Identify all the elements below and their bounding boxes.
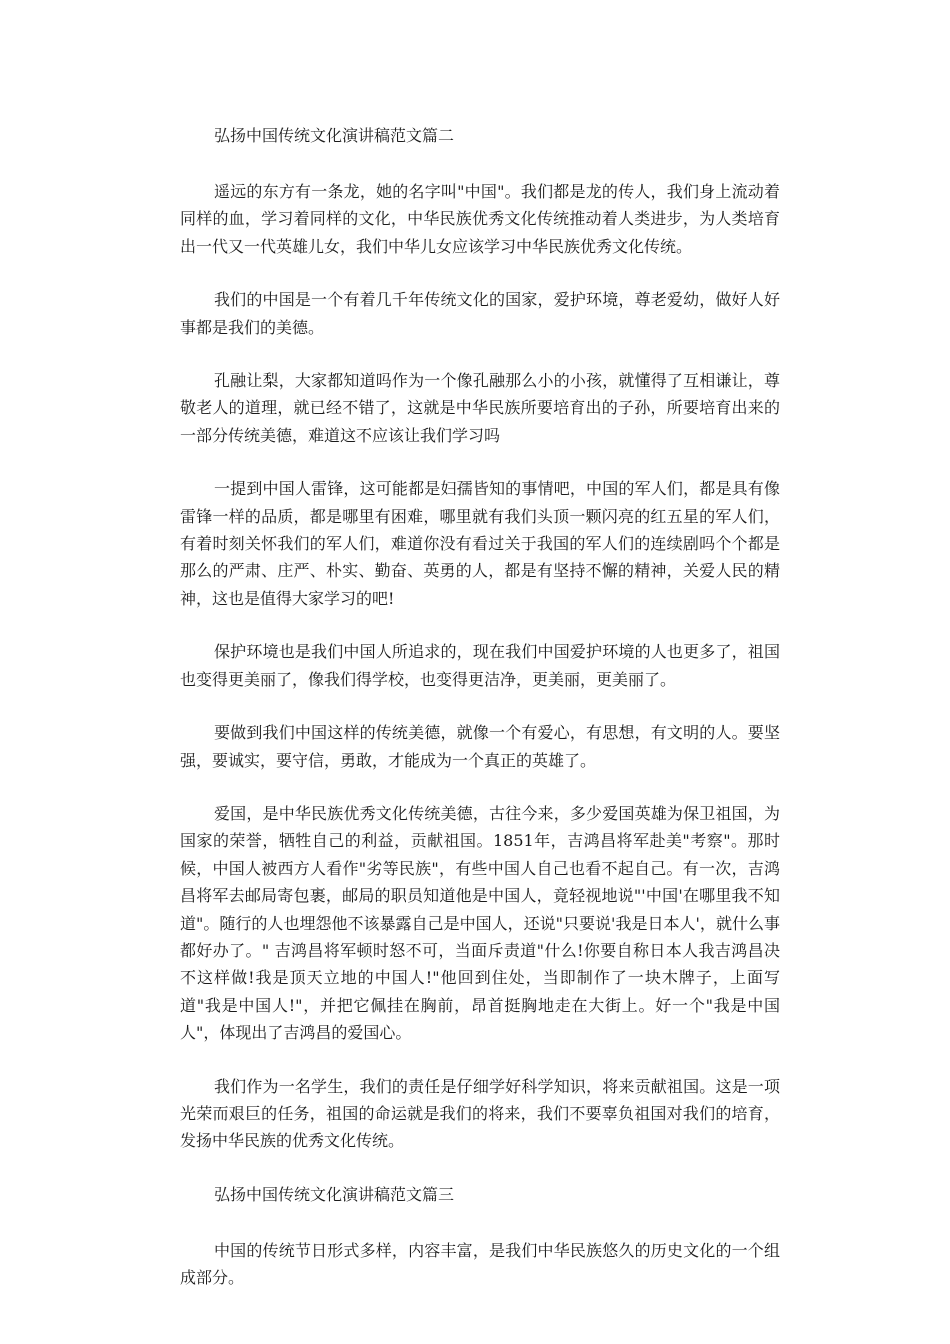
paragraph-kong-rong: 孔融让梨，大家都知道吗作为一个像孔融那么小的小孩，就懂得了互相谦让，尊敬老人的道理，就已经不错了，这就是中华民族所要培育出的子孙，所要培育出来的一部分传统美德，难道这不应该让我们学习吗: [180, 371, 780, 445]
paragraph-dragon: 遥远的东方有一条龙，她的名字叫"中国"。我们都是龙的传人，我们身上流动着同样的血，学习着同样的文化，中华民族优秀文化传统推动着人类进步，为人类培育出一代又一代英雄儿女，我们中华儿女应该学习中华民族优秀文化传统。: [180, 182, 780, 256]
section-heading-3: 弘扬中国传统文化演讲稿范文篇三: [214, 1184, 455, 1204]
paragraph-patriotism: 爱国，是中华民族优秀文化传统美德，古往今来，多少爱国英雄为保卫祖国，为国家的荣誉，牺牲自己的利益，贡献祖国。1851年，吉鸿昌将军赴美"考察"。那时候，中国人被西方人看作"劣等民族"，有些中国人自己也看不起自己。有一次，吉鸿昌将军去邮局寄包裹，邮局的职员知道他是中国人，竟轻视地说"'中国'在哪里我不知道"。随行的人也埋怨他不该暴露自己是中国人，还说"只要说'我是日本人'，就什么事都好办了。" 吉鸿昌将军顿时怒不可，当面斥责道"什么!你要自称日本人我吉鸿昌决不这样做!我是顶天立地的中国人!"他回到住处，当即制作了一块木牌子，上面写道"我是中国人!"，并把它佩挂在胸前，昂首挺胸地走在大街上。好一个"我是中国人"，体现出了吉鸿昌的爱国心。: [180, 803, 780, 1043]
section-heading-2: 弘扬中国传统文化演讲稿范文篇二: [214, 126, 455, 145]
paragraph-environment: 保护环境也是我们中国人所追求的，现在我们中国爱护环境的人也更多了，祖国也变得更美丽了，像我们得学校，也变得更洁净，更美丽，更美丽了。: [180, 642, 780, 689]
document-page: [180, 122, 780, 1318]
paragraph-hero: 要做到我们中国这样的传统美德，就像一个有爱心，有思想，有文明的人。要坚强，要诚实，要守信，勇敢，才能成为一个真正的英雄了。: [180, 723, 780, 770]
paragraph-lei-feng: 一提到中国人雷锋，这可能都是妇孺皆知的事情吧，中国的军人们，都是具有像雷锋一样的品质，都是哪里有困难，哪里就有我们头顶一颗闪亮的红五星的军人们，有着时刻关怀我们的军人们，难道你没有看过关于我国的军人们的连续剧吗个个都是那么的严肃、庄严、朴实、勤奋、英勇的人，都是有坚持不懈的精神，关爱人民的精神，这也是值得大家学习的吧!: [180, 479, 780, 608]
paragraph-festivals: 中国的传统节日形式多样，内容丰富，是我们中华民族悠久的历史文化的一个组成部分。: [180, 1240, 780, 1288]
paragraph-student: 我们作为一名学生，我们的责任是仔细学好科学知识，将来贡献祖国。这是一项光荣而艰巨的任务，祖国的命运就是我们的将来，我们不要辜负祖国对我们的培育，发扬中华民族的优秀文化传统。: [180, 1076, 780, 1151]
paragraph-virtues: 我们的中国是一个有着几千年传统文化的国家，爱护环境，尊老爱幼，做好人好事都是我们的美德。: [180, 290, 780, 337]
